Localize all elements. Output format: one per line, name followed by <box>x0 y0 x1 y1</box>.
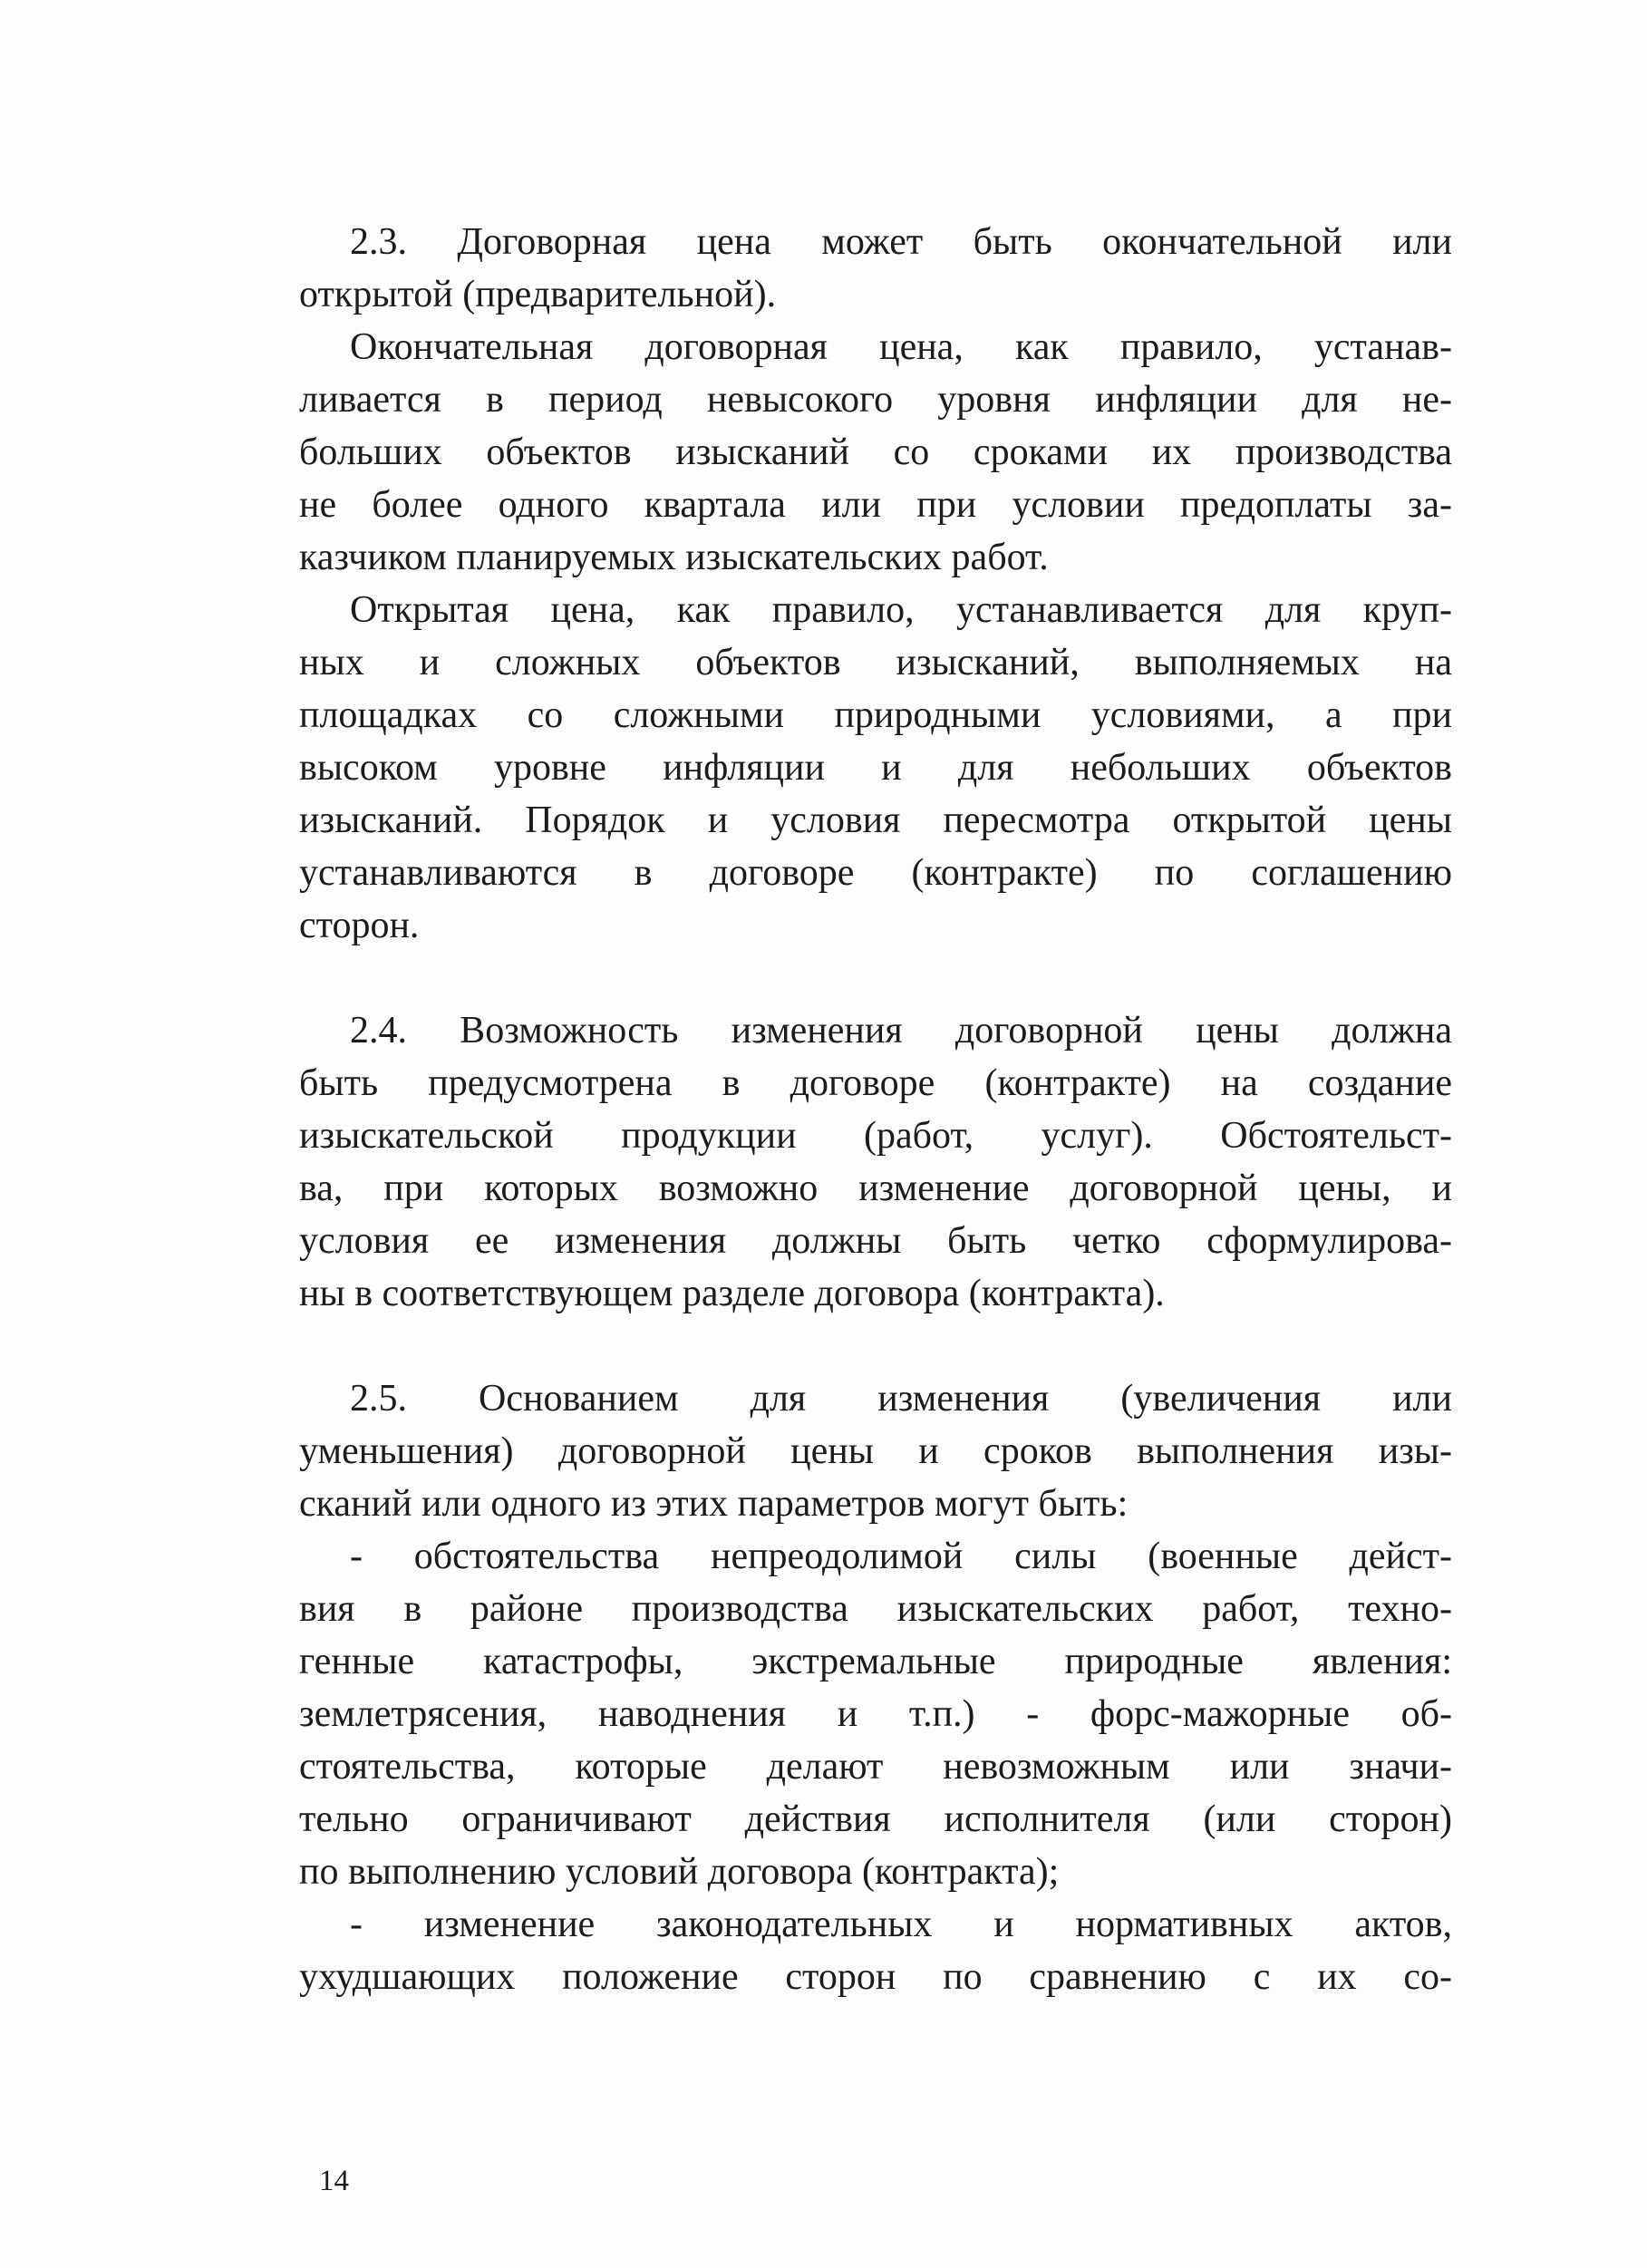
text-line: сканий или одного из этих параметров могут быть: <box>299 1483 1129 1525</box>
page-number: 14 <box>319 2165 349 2197</box>
text-line: сторон. <box>299 905 420 946</box>
paragraph-2-5 <box>299 1372 1452 1530</box>
text-line: ухудшающих положение сторон по сравнению с их со- <box>299 1956 1452 1998</box>
paragraph-open-price <box>299 584 1452 952</box>
text-line: по выполнению условий договора (контракта); <box>299 1851 1060 1893</box>
text-line: вия в районе производства изыскательских работ, техно- <box>299 1588 1452 1630</box>
text-line: условия ее изменения должны быть четко сформулирова- <box>299 1220 1452 1262</box>
text-line: площадках со сложными природными условиями, а при <box>299 694 1452 736</box>
paragraph-2-3-intro <box>299 216 1452 321</box>
text-line: быть предусмотрена в договоре (контракте) на создание <box>299 1062 1452 1104</box>
paragraph-bullet-legislation <box>299 1898 1452 2003</box>
text-line: генные катастрофы, экстремальные природные явления: <box>299 1641 1452 1682</box>
text-line: ных и сложных объектов изысканий, выполняемых на <box>299 642 1452 683</box>
text-line: не более одного квартала или при условии предоплаты за- <box>299 484 1452 526</box>
text-line: ва, при которых возможно изменение договорной цены, и <box>299 1168 1452 1209</box>
paragraph-bullet-force-majeure <box>299 1530 1452 1898</box>
text-line: стоятельства, которые делают невозможным или значи- <box>299 1746 1452 1788</box>
paragraph-final-price <box>299 321 1452 584</box>
text-line: 2.3. Договорная цена может быть окончательной или <box>350 221 1452 263</box>
text-line: изыскательской продукции (работ, услуг). Обстоятельст- <box>299 1115 1452 1157</box>
text-line: изысканий. Порядок и условия пересмотра открытой цены <box>299 800 1452 841</box>
text-line: уменьшения) договорной цены и сроков выполнения изы- <box>299 1430 1452 1472</box>
text-line: 2.5. Основанием для изменения (увеличения или <box>350 1378 1452 1420</box>
text-block <box>299 216 1452 2003</box>
text-line: устанавливаются в договоре (контракте) по соглашению <box>299 852 1452 894</box>
text-line: Окончательная договорная цена, как правило, устанав- <box>350 326 1452 368</box>
text-line: - обстоятельства непреодолимой силы (военные дейст- <box>350 1536 1452 1577</box>
text-line: 2.4. Возможность изменения договорной цены должна <box>350 1010 1452 1052</box>
text-line: - изменение законодательных и нормативных актов, <box>350 1904 1452 1945</box>
text-line: Открытая цена, как правило, устанавливается для круп- <box>350 589 1452 631</box>
text-line: казчиком планируемых изыскательских работ. <box>299 537 1049 578</box>
text-line: больших объектов изысканий со сроками их производства <box>299 431 1452 473</box>
text-line: открытой (предварительной). <box>299 274 777 315</box>
text-line: ны в соответствующем разделе договора (контракта). <box>299 1273 1165 1314</box>
text-line: высоком уровне инфляции и для небольших объектов <box>299 747 1452 789</box>
text-line: землетрясения, наводнения и т.п.) - форс-мажорные об- <box>299 1693 1452 1735</box>
paragraph-2-4 <box>299 1004 1452 1320</box>
text-line: ливается в период невысокого уровня инфляции для не- <box>299 379 1452 421</box>
text-line: тельно ограничивают действия исполнителя (или сторон) <box>299 1798 1452 1840</box>
